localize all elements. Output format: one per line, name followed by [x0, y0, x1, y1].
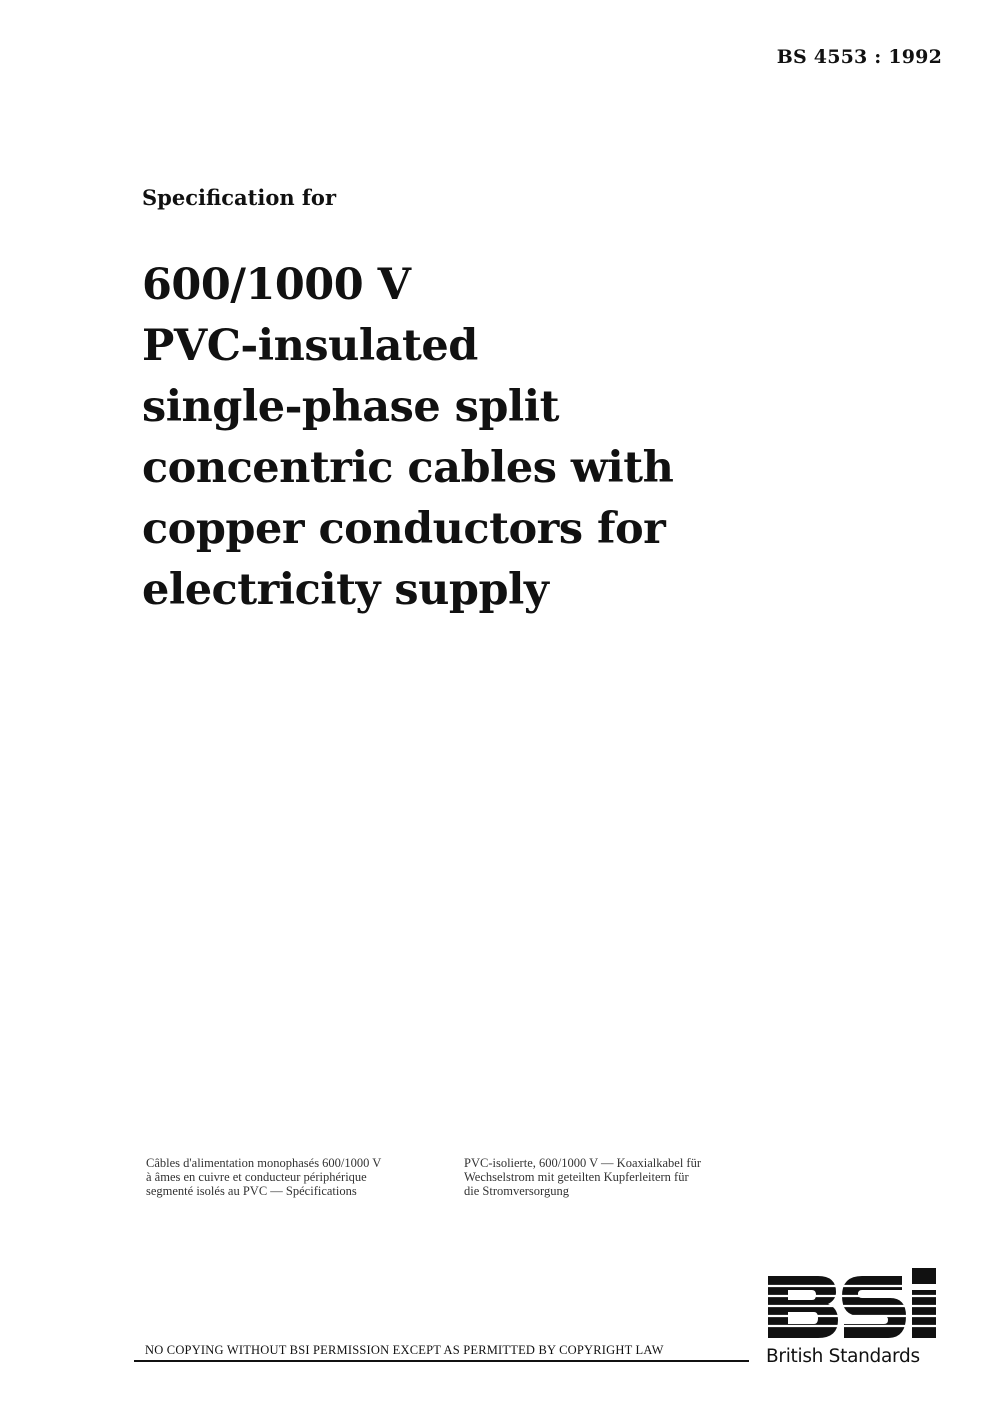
title-line: PVC-insulated — [142, 321, 478, 371]
copyright-notice: NO COPYING WITHOUT BSI PERMISSION EXCEPT AS PERMITTED BY COPYRIGHT LAW — [145, 1343, 664, 1357]
german-title-line: Wechselstrom mit geteilten Kupferleitern für — [464, 1170, 689, 1184]
bsi-logo-caption: British Standards — [766, 1346, 920, 1367]
french-title-line: à âmes en cuivre et conducteur périphérique — [146, 1170, 367, 1184]
bsi-logo-mark — [766, 1266, 942, 1344]
german-title-line: PVC-isolierte, 600/1000 V — Koaxialkabel für — [464, 1156, 702, 1170]
title-line: 600/1000 V — [142, 260, 411, 310]
title-line: concentric cables with — [142, 443, 674, 493]
document-title — [142, 255, 862, 621]
standard-number: BS 4553 : 1992 — [776, 46, 942, 68]
german-title — [464, 1156, 701, 1198]
title-line: electricity supply — [142, 565, 549, 615]
footer-divider — [134, 1360, 749, 1362]
german-title-line: die Stromversorgung — [464, 1184, 569, 1198]
specification-prefix: Specification for — [142, 185, 337, 210]
french-title-line: segmenté isolés au PVC — Spécifications — [146, 1184, 357, 1198]
bsi-logo — [764, 1266, 944, 1370]
title-line: single-phase split — [142, 382, 559, 432]
title-line: copper conductors for — [142, 504, 666, 554]
french-title-line: Câbles d'alimentation monophasés 600/1000 V — [146, 1156, 382, 1170]
french-title — [146, 1156, 381, 1198]
